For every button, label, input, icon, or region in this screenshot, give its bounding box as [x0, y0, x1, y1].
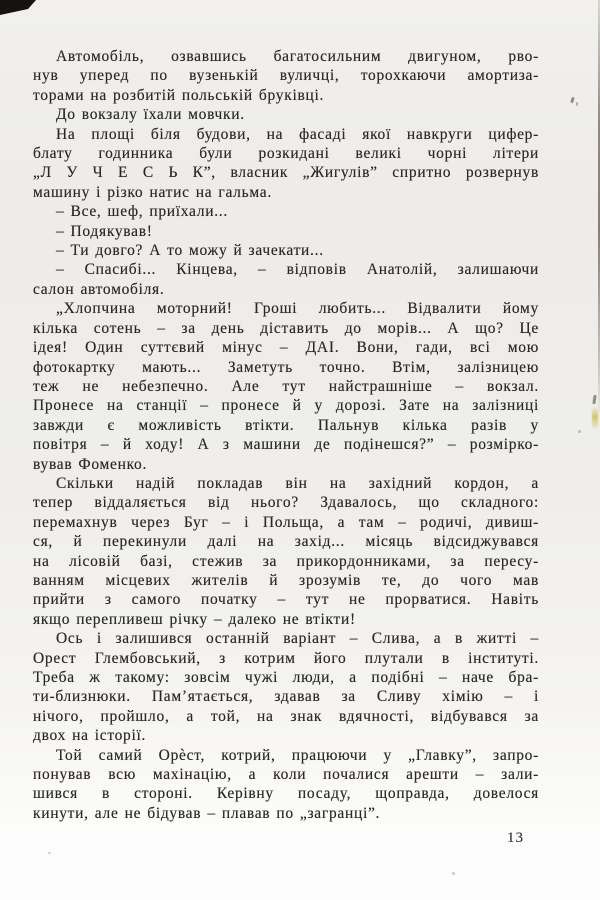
text-line: Автомобіль, озвавшись багатосильним двигуном, рво-	[56, 48, 539, 65]
text-line: нічого, пройшло, а той, на знак вдячності, відбувався за	[33, 707, 539, 725]
text-line: На площі біля будови, на фасаді якої навкруги цифер-	[56, 125, 539, 143]
text-line: двох на історії.	[33, 727, 147, 745]
text-line: блату годинника були розкидані великі чорні літери	[33, 145, 539, 163]
scan-speck	[592, 395, 596, 404]
text-line: теж не небезпечно. Але тут найстрашніше – вокзал.	[33, 377, 539, 395]
text-line: ти-близнюки. Пам’ятається, здавав за Сливу хімію – і	[33, 688, 539, 706]
text-line: кілька сотень – за день діставить до морів... А що? Це	[33, 319, 539, 337]
text-line: прийти з самого початку – тут не прорватися. Навіть	[33, 591, 539, 609]
text-line: фотокартку мають... Заметуть точно. Втім, залізницею	[33, 358, 539, 376]
text-line: Орест Глембовський, з котрим його плутали в інституті.	[33, 649, 539, 667]
text-line: салон автомобіля.	[33, 280, 165, 298]
text-line: кинути, але не бідував – плавав по „загранці”.	[33, 804, 381, 822]
text-line: вував Фоменко.	[33, 455, 148, 473]
page-number: 13	[507, 830, 524, 846]
scan-streak	[592, 407, 598, 429]
text-line: Той самий Орѐст, котрий, працюючи у „Главку”, запро-	[56, 746, 539, 764]
text-line: якщо перепливеш річку – далеко не втікти!	[33, 610, 356, 628]
text-line: ванням місцевих жителів й зрозумів те, до чого мав	[33, 571, 539, 589]
text-line: завжди є можливість втікти. Пальнув кілька разів у	[33, 416, 539, 434]
text-line: шився в стороні. Керівну посаду, щоправда, довелося	[33, 785, 539, 803]
text-line: торами на розбитій польській бруківці.	[33, 86, 325, 104]
text-line: Треба ж такому: зовсім чужі люди, а подібні – наче бра-	[33, 669, 539, 686]
text-line: „Хлопчина моторний! Гроші любить... Відвалити йому	[56, 300, 539, 318]
text-line: До вокзалу їхали мовчки.	[56, 106, 245, 124]
text-line: ся, й перекинули далі на захід... місяць відсиджувався	[33, 533, 539, 551]
text-line: – Спасибі... Кінцева, – відповів Анатолій, залишаючи	[56, 261, 539, 279]
scan-speck	[578, 430, 581, 433]
scan-speck	[576, 102, 579, 106]
scan-speck	[48, 852, 51, 854]
text-line: Ось і залишився останній варіант – Слива, а в житті –	[56, 630, 539, 648]
text-line: – Ти довго? А то можу й зачекати...	[56, 242, 324, 260]
scan-speck	[570, 97, 574, 103]
text-line: нув уперед по вузенькій вуличці, торохкаючи амортиза-	[33, 67, 539, 85]
scan-corner-artifact	[0, 0, 38, 16]
text-line: „Л У Ч Е С Ь К”, власник „Жигулів” спритно розвернув	[33, 164, 539, 182]
text-line: Скільки надій покладав він на західний кордон, а	[56, 474, 539, 492]
text-line: машину і різко натис на гальма.	[33, 183, 272, 201]
page-text	[33, 47, 539, 823]
scan-speck	[452, 872, 455, 875]
text-line: понував всю махінацію, а коли почалися арешти – зали-	[33, 766, 539, 784]
text-line: – Подякував!	[56, 222, 153, 240]
text-line: на лісовій базі, стежив за прикордонниками, за пересу-	[33, 552, 539, 570]
text-line: ідея! Один суттєвий мінус – ДАІ. Вони, гади, всі мою	[33, 339, 539, 357]
text-line: перемахнув через Буг – і Польща, а там – родичі, дивиш-	[33, 513, 539, 531]
text-line: повітря – й ходу! А з машини де подінешся?” – розмірко-	[33, 436, 539, 454]
text-line: – Все, шеф, приїхали...	[56, 203, 228, 221]
text-line: тепер віддаляється від нього? Здавалось, що складного:	[33, 494, 539, 512]
text-line: Пронесе на станції – пронесе й у дорозі. Зате на залізниці	[33, 397, 539, 415]
